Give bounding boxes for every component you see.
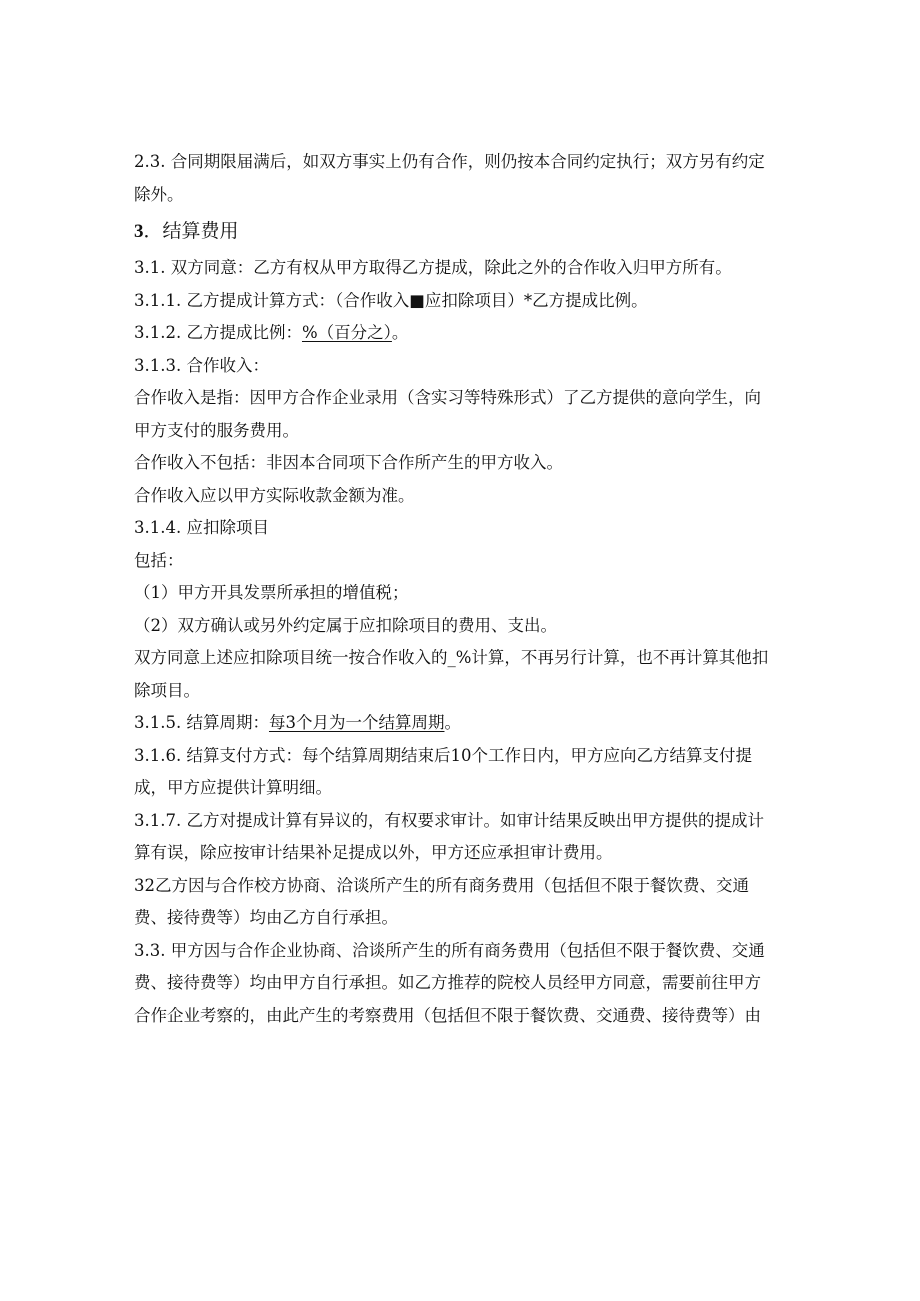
clause-3-1-2	[134, 317, 790, 350]
clause-3-1-5-prefix: 3.1.5. 结算周期：	[134, 713, 269, 732]
income-exclusion: 合作收入不包括：非因本合同项下合作所产生的甲方收入。	[134, 453, 563, 472]
clause-3-1-7-line-1: 3.1.7. 乙方对提成计算有异议的，有权要求审计。如审计结果反映出甲方提供的提成计	[134, 810, 764, 830]
clause-3-2-line-2: 费、接待费等）均由乙方自行承担。	[134, 908, 398, 927]
income-definition-line-2: 甲方支付的服务费用。	[134, 420, 299, 440]
clause-2-3-line-1: 2.3. 合同期限届满后，如双方事实上仍有合作，则仍按本合同约定执行；双方另有约定	[134, 152, 765, 171]
section-3-heading	[134, 211, 790, 252]
clause-3-3-line-3: 合作企业考察的，由此产生的考察费用（包括但不限于餐饮费、交通费、接待费等）由	[134, 1005, 761, 1025]
income-basis: 合作收入应以甲方实际收款金额为准。	[134, 485, 415, 505]
clause-3-1-5-suffix: 。	[444, 713, 461, 732]
includes-label: 包括：	[134, 550, 184, 570]
clause-3-1-2-prefix: 3.1.2. 乙方提成比例：	[134, 323, 302, 342]
commission-ratio-blank: %（百分之）	[301, 323, 392, 342]
clause-3-1-6-line-2: 成，甲方应提供计算明细。	[134, 778, 332, 797]
section-3-number: 3	[134, 221, 144, 242]
clause-3-2-line-1: 32乙方因与合作校方协商、洽谈所产生的所有商务费用（包括但不限于餐饮费、交通	[134, 875, 749, 895]
clause-2-3-line-2: 除外。	[134, 184, 184, 204]
clause-3-1-3: 3.1.3. 合作收入：	[134, 355, 269, 375]
clause-3-1-6-line-1: 3.1.6. 结算支付方式：每个结算周期结束后10个工作日内，甲方应向乙方结算支付提	[134, 745, 752, 765]
clause-3-1-2-suffix: 。	[391, 323, 409, 342]
clause-3-1-5	[134, 707, 790, 740]
deduction-item-1: （1）甲方开具发票所承担的增值税；	[134, 583, 409, 602]
income-definition-line-1: 合作收入是指：因甲方合作企业录用（含实习等特殊形式）了乙方提供的意向学生，向	[134, 388, 761, 407]
contract-body	[134, 146, 790, 1032]
settlement-period: 每3个月为一个结算周期	[268, 713, 445, 732]
clause-3-1-4: 3.1.4. 应扣除项目	[134, 518, 269, 537]
clause-3-3-line-2: 费、接待费等）均由甲方自行承担。如乙方推荐的院校人员经甲方同意，需要前往甲方	[134, 973, 761, 992]
deduction-item-2: （2）双方确认或另外约定属于应扣除项目的费用、支出。	[134, 615, 557, 635]
deduction-rate-line-1: 双方同意上述应扣除项目统一按合作收入的_%计算，不再另行计算，也不再计算其他扣	[134, 648, 769, 667]
clause-3-1: 3.1. 双方同意：乙方有权从甲方取得乙方提成，除此之外的合作收入归甲方所有。	[134, 258, 732, 277]
clause-3-1-1: 3.1.1. 乙方提成计算方式：（合作收入■应扣除项目）*乙方提成比例。	[134, 290, 648, 310]
clause-3-3-line-1: 3.3. 甲方因与合作企业协商、洽谈所产生的所有商务费用（包括但不限于餐饮费、交通	[134, 940, 765, 960]
deduction-rate-line-2: 除项目。	[134, 680, 200, 700]
clause-3-1-7-line-2: 算有误，除应按审计结果补足提成以外，甲方还应承担审计费用。	[134, 843, 613, 862]
section-3-title: ．结算费用	[143, 220, 239, 242]
